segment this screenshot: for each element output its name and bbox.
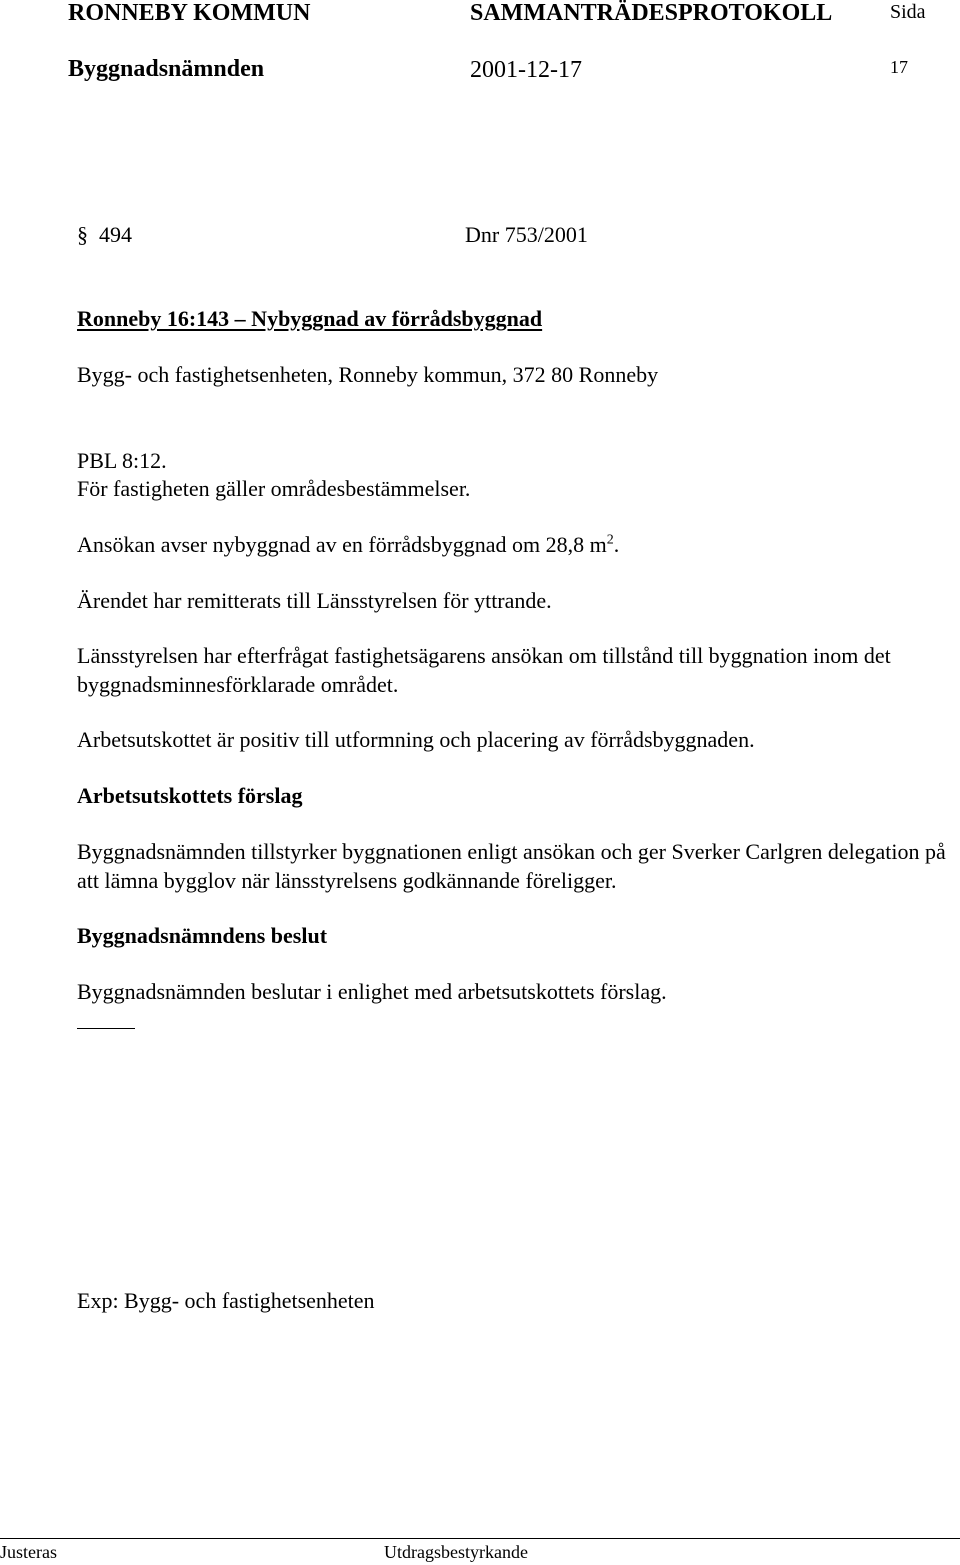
item-number-line <box>77 220 132 249</box>
proposal-heading: Arbetsutskottets förslag <box>77 783 303 808</box>
municipality-name: RONNEBY KOMMUN <box>68 0 311 26</box>
item-number: 494 <box>99 222 132 247</box>
footer-extract-certified: Utdragsbestyrkande <box>384 1542 528 1562</box>
superscript-2: 2 <box>606 532 614 548</box>
end-rule <box>77 1028 135 1029</box>
applicant: Bygg- och fastighetsenheten, Ronneby kommun, 372 80 Ronneby <box>77 362 659 387</box>
committee-name: Byggnadsnämnden <box>68 56 265 82</box>
dnr: Dnr 753/2001 <box>465 222 588 247</box>
expedition: Exp: Bygg- och fastighetsenheten <box>77 1288 375 1313</box>
meeting-date: 2001-12-17 <box>470 57 582 83</box>
page-number: 17 <box>890 57 908 77</box>
decision-text: Byggnadsnämnden beslutar i enlighet med arbetsutskottets förslag. <box>77 979 667 1004</box>
section-symbol: § <box>77 222 88 247</box>
pbl-reference: PBL 8:12. <box>77 448 167 473</box>
document-type: SAMMANTRÄDESPROTOKOLL <box>470 0 833 26</box>
item-title: Ronneby 16:143 – Nybyggnad av förrådsbyggnad <box>77 306 543 331</box>
footer-divider <box>0 1538 960 1539</box>
plan-statement: För fastigheten gäller områdesbestämmelser. <box>77 476 471 501</box>
footer-checked: Justeras <box>0 1542 57 1562</box>
application-statement: Ansökan avser nybyggnad av en förrådsbyggnad om 28,8 $m^2$. <box>77 532 620 557</box>
decision-heading: Byggnadsnämndens beslut <box>77 923 328 948</box>
county-request: Länsstyrelsen har efterfrågat fastighetsägarens ansökan om tillstånd till byggnation inom det byggnadsminnesförklarade området. <box>77 643 891 697</box>
page-label: Sida <box>890 1 926 23</box>
proposal-text: Byggnadsnämnden tillstyrker byggnationen enligt ansökan och ger Sverker Carlgren delegation på att lämna bygglov när länsstyrelsens godkännande föreligger. <box>77 839 946 893</box>
committee-view: Arbetsutskottet är positiv till utformning och placering av förrådsbyggnaden. <box>77 727 755 752</box>
referral-statement: Ärendet har remitterats till Länsstyrelsen för yttrande. <box>77 588 552 613</box>
